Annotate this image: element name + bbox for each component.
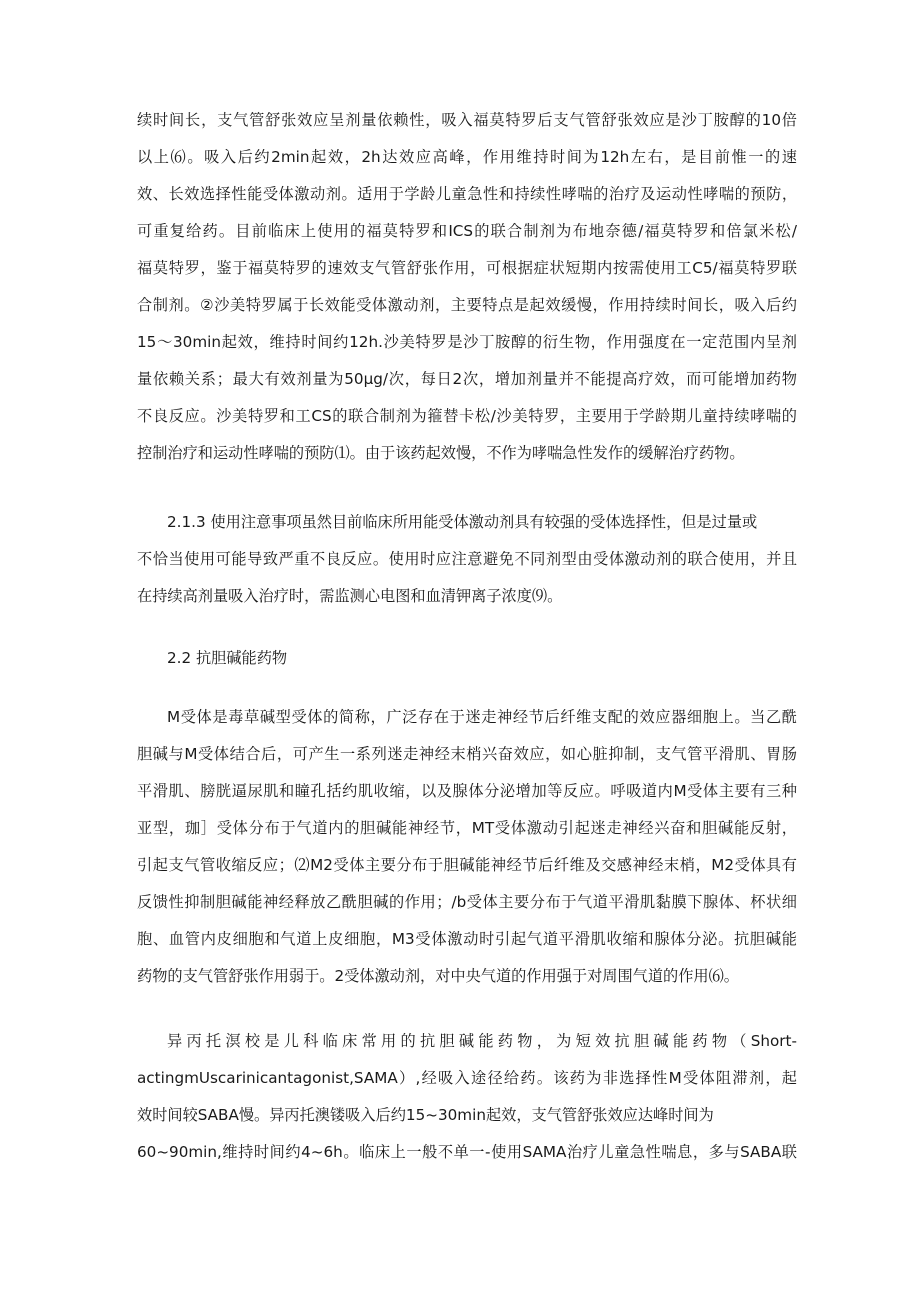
text-line: 60~90min,维持时间约4~6h。临床上一般不单一-使用SAMA治疗儿童急性喘息，多与SABA联 — [137, 1143, 797, 1161]
text-line: 平滑肌、膀胱逼尿肌和瞳孔括约肌收缩，以及腺体分泌增加等反应。呼吸道内M受体主要有三种 — [137, 782, 797, 800]
section-heading-2-1-3: 2.1.3 使用注意事项虽然目前临床所用能受体激动剂具有较强的受体选择性，但是过量或 — [167, 513, 758, 531]
section-heading-2-2: 2.2 抗胆碱能药物 — [167, 649, 288, 667]
text-line: 量依赖关系；最大有效剂量为50μg/次，每日2次，增加剂量并不能提高疗效，而可能增加药物 — [137, 370, 797, 388]
text-line: 控制治疗和运动性哮喘的预防⑴。由于该药起效慢，不作为哮喘急性发作的缓解治疗药物。 — [137, 444, 745, 462]
text-line: 反馈性抑制胆碱能神经释放乙酰胆碱的作用；/b受体主要分布于气道平滑肌黏膜下腺体、杯状细 — [137, 893, 797, 911]
text-line: M受体是毒草碱型受体的简称，广泛存在于迷走神经节后纤维支配的效应器细胞上。当乙酰 — [167, 708, 797, 726]
text-line: 亚型，珈］受体分布于气道内的胆碱能神经节，MT受体激动引起迷走神经兴奋和胆碱能反射， — [137, 819, 797, 837]
text-line: 15～30min起效，维持时间约12h.沙美特罗是沙丁胺醇的衍生物，作用强度在一定范围内呈剂 — [137, 333, 797, 351]
text-line: 胞、血管内皮细胞和气道上皮细胞，M3受体激动时引起气道平滑肌收缩和腺体分泌。抗胆碱能 — [137, 930, 797, 948]
text-line: 不良反应。沙美特罗和工CS的联合制剂为箍替卡松/沙美特罗，主要用于学龄期儿童持续哮喘的 — [137, 407, 797, 425]
text-line: 福莫特罗，鉴于福莫特罗的速效支气管舒张作用，可根据症状短期内按需使用工C5/福莫特罗联 — [137, 259, 797, 277]
text-line: 在持续高剂量吸入治疗时，需监测心电图和血清钾离子浓度⑼。 — [137, 587, 563, 605]
text-line: 引起支气管收缩反应；⑵M2受体主要分布于胆碱能神经节后纤维及交感神经末梢，M2受体具有 — [137, 856, 797, 874]
text-line: 以上⑹。吸入后约2min起效，2h达效应高峰，作用维持时间为12h左右，是目前惟一的速 — [137, 148, 797, 166]
text-line: 效时间较SABA慢。异丙托澳镂吸入后约15~30min起效，支气管舒张效应达峰时间为 — [137, 1106, 714, 1124]
text-line: 效、长效选择性能受体激动剂。适用于学龄儿童急性和持续性哮喘的治疗及运动性哮喘的预防， — [137, 185, 797, 203]
text-line: 合制剂。②沙美特罗属于长效能受体激动剂，主要特点是起效缓慢，作用持续时间长，吸入后约 — [137, 296, 797, 314]
text-line: actingmUscarinicantagonist,SAMA）,经吸入途径给药。该药为非选择性M受体阻滞剂，起 — [137, 1069, 797, 1087]
text-line: 续时间长，支气管舒张效应呈剂量依赖性，吸入福莫特罗后支气管舒张效应是沙丁胺醇的10倍 — [137, 111, 797, 129]
text-line: 药物的支气管舒张作用弱于。2受体激动剂，对中央气道的作用强于对周围气道的作用⑹。 — [137, 967, 739, 985]
text-line: 不恰当使用可能导致严重不良反应。使用时应注意避免不同剂型由受体激动剂的联合使用，并且 — [137, 550, 797, 568]
text-line: 可重复给药。目前临床上使用的福莫特罗和ICS的联合制剂为布地奈德/福莫特罗和倍氯米松/ — [137, 222, 797, 240]
text-line: 胆碱与M受体结合后，可产生一系列迷走神经末梢兴奋效应，如心脏抑制，支气管平滑肌、胃肠 — [137, 745, 797, 763]
text-line: 异丙托溟校是儿科临床常用的抗胆碱能药物，为短效抗胆碱能药物（Short- — [167, 1032, 797, 1050]
